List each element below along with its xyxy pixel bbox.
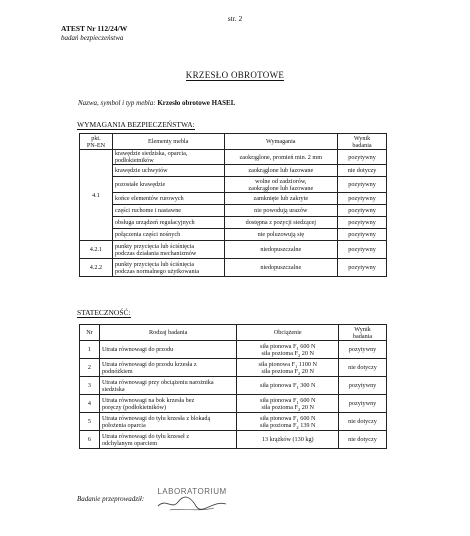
load-subscript: 2 bbox=[297, 370, 301, 376]
header-pkt-line1: pkt. bbox=[91, 134, 101, 142]
load-cell bbox=[237, 413, 339, 431]
product-name-value: Krzesło obrotowe HASEL bbox=[157, 99, 236, 107]
element-cell bbox=[112, 241, 224, 259]
result-cell: pozytywny bbox=[338, 259, 387, 277]
load-value: 20 N bbox=[300, 349, 314, 357]
element-cell bbox=[112, 259, 224, 277]
stability-table bbox=[79, 324, 387, 449]
table-row bbox=[80, 259, 387, 277]
row-number: 2 bbox=[80, 359, 100, 377]
test-type-cell bbox=[99, 359, 237, 377]
test-type-line: Utrata równowagi przy obciążeniu narożnika bbox=[101, 378, 214, 386]
table-row bbox=[80, 341, 387, 359]
requirement-line: zaokrąglone lub fazowane bbox=[248, 184, 314, 192]
point-number: 4.2.2 bbox=[80, 259, 113, 277]
element-line: podczas działania mechanizmów bbox=[114, 249, 197, 257]
load-text: siła pozioma F bbox=[259, 421, 297, 429]
requirement-cell bbox=[224, 165, 338, 177]
element-line: połączenia części nośnych bbox=[114, 231, 181, 238]
requirement-line: zamknięte lub zakryte bbox=[253, 195, 309, 202]
stability-table-header bbox=[80, 325, 387, 341]
element-line: części ruchome i nastawne bbox=[114, 207, 182, 214]
result-cell: nie dotyczy bbox=[339, 359, 387, 377]
requirement-line: zaokrąglone, promień min. 2 mm bbox=[239, 153, 323, 161]
load-text: siła pionowa F bbox=[259, 414, 297, 422]
element-line: podczas normalnego użytkowania bbox=[114, 267, 200, 275]
table-row bbox=[80, 193, 387, 205]
element-line: podłokietników bbox=[114, 157, 154, 164]
document-title bbox=[0, 70, 470, 80]
element-cell bbox=[112, 150, 224, 165]
document-title-text: KRZESŁO OBROTOWE bbox=[185, 70, 285, 80]
row-number: 1 bbox=[80, 341, 100, 359]
product-name-row bbox=[78, 99, 235, 107]
element-cell bbox=[112, 217, 224, 229]
load-subscript: 2 bbox=[297, 352, 301, 358]
requirement-line: niedopuszczalne bbox=[260, 246, 302, 253]
requirement-cell bbox=[224, 259, 338, 277]
load-text: siła pozioma F bbox=[261, 367, 298, 375]
table-row bbox=[80, 177, 387, 193]
load-text: siła pionowa F bbox=[259, 382, 297, 389]
test-type-line: Utrata równowagi na bok krzesła bez bbox=[101, 396, 195, 404]
test-type-line: Utrata równowagi do tyłu krzeseł z bbox=[101, 432, 190, 440]
result-cell: pozytywny bbox=[339, 377, 387, 395]
test-type-cell bbox=[99, 341, 237, 359]
safety-table-header bbox=[80, 134, 387, 150]
result-cell: nie dotyczy bbox=[339, 431, 387, 449]
product-name-label: Nazwa, symbol i typ mebla: bbox=[78, 99, 156, 107]
result-cell: pozytywny bbox=[339, 395, 387, 413]
load-text: 13 krążków (130 kg) bbox=[261, 436, 314, 443]
load-cell bbox=[237, 359, 339, 377]
element-line: punkty przycięcia lub ściśnięcia bbox=[114, 242, 195, 250]
safety-table bbox=[79, 133, 387, 277]
table-row bbox=[80, 431, 387, 449]
result-cell: nie dotyczy bbox=[339, 413, 387, 431]
load-text: siła pozioma F bbox=[261, 403, 298, 411]
row-number: 6 bbox=[80, 431, 100, 449]
table-row bbox=[80, 241, 387, 259]
load-cell bbox=[237, 431, 339, 449]
element-line: pozostałe krawędzie bbox=[114, 181, 166, 188]
load-cell bbox=[237, 377, 339, 395]
load-value: 139 N bbox=[298, 421, 316, 429]
stamp-label: LABORATORIUM bbox=[157, 487, 227, 496]
load-subscript: 1 bbox=[296, 385, 299, 391]
load-value: 600 N bbox=[298, 396, 316, 404]
safety-heading: WYMAGANIA BEZPIECZEŃSTWA: bbox=[77, 120, 195, 129]
header-pkt-line2: PN-EN bbox=[86, 141, 106, 149]
load-cell bbox=[237, 395, 339, 413]
element-cell bbox=[112, 177, 224, 193]
test-type-line: Utrata równowagi do tyłu krzesła z blokadą bbox=[101, 414, 211, 422]
table-row bbox=[80, 217, 387, 229]
test-type-line: siedziska bbox=[101, 385, 125, 393]
result-cell: pozytywny bbox=[338, 150, 387, 165]
result-cell: pozytywny bbox=[338, 217, 387, 229]
certificate-subtitle: badań bezpieczeństwa bbox=[61, 34, 124, 42]
table-row bbox=[80, 359, 387, 377]
element-line: końce elementów rurowych bbox=[114, 195, 184, 202]
table-row bbox=[80, 377, 387, 395]
page-number: str. 2 bbox=[227, 14, 243, 23]
result-cell: pozytywny bbox=[338, 177, 387, 193]
element-cell bbox=[112, 205, 224, 217]
header-load: Obciążenie bbox=[237, 325, 339, 341]
test-type-line: podnóżkiem bbox=[101, 367, 133, 375]
requirement-line: zaokrąglone lub fazowane bbox=[248, 167, 314, 174]
header-requirement: Wymagania bbox=[224, 134, 338, 150]
test-type-line: Utrata równowagi do przodu krzesła z bbox=[101, 360, 197, 368]
requirement-cell bbox=[224, 217, 338, 229]
result-cell: pozytywny bbox=[338, 229, 387, 241]
test-type-cell bbox=[99, 395, 237, 413]
table-row bbox=[80, 205, 387, 217]
load-cell bbox=[237, 341, 339, 359]
row-number: 3 bbox=[80, 377, 100, 395]
header-result-line2: badania bbox=[352, 141, 372, 149]
load-value: 20 N bbox=[300, 367, 314, 375]
load-value: 600 N bbox=[298, 414, 316, 422]
load-subscript: 1 bbox=[294, 363, 298, 369]
header-result-line2: badania bbox=[352, 332, 373, 340]
load-value: 600 N bbox=[298, 342, 316, 350]
table-row bbox=[80, 413, 387, 431]
header-result-line1: Wynik bbox=[354, 325, 371, 333]
requirement-cell bbox=[224, 193, 338, 205]
header-nr: Nr bbox=[80, 325, 100, 341]
load-subscript: 2 bbox=[297, 406, 301, 412]
row-number: 5 bbox=[80, 413, 100, 431]
test-type-line: położenia oparcia bbox=[101, 421, 146, 429]
load-value: 300 N bbox=[298, 382, 316, 389]
requirement-line: niedopuszczalne bbox=[260, 264, 302, 271]
signature-mark bbox=[158, 497, 226, 509]
result-cell: pozytywny bbox=[338, 193, 387, 205]
header-pkt bbox=[80, 134, 113, 150]
tested-by-label: Badanie przeprowadził: bbox=[77, 495, 145, 503]
result-cell: nie dotyczy bbox=[338, 165, 387, 177]
requirement-line: dostępna z pozycji siedzącej bbox=[245, 219, 316, 226]
element-cell bbox=[112, 165, 224, 177]
table-row bbox=[80, 229, 387, 241]
element-line: obsługa urządzeń regulacyjnych bbox=[114, 219, 195, 226]
load-subscript: 1 bbox=[296, 417, 299, 423]
point-number: 4.1 bbox=[80, 150, 113, 241]
signature-underline bbox=[170, 508, 214, 510]
requirement-line: wolne od zadziorów, bbox=[255, 177, 307, 185]
requirement-cell bbox=[224, 229, 338, 241]
element-line: punkty przycięcia lub ściśnięcia bbox=[114, 260, 195, 268]
test-type-cell bbox=[99, 377, 237, 395]
header-element: Elementy mebla bbox=[112, 134, 224, 150]
requirement-line: nie poluzowują się bbox=[257, 231, 304, 238]
certificate-number: ATEST Nr 112/24/W bbox=[61, 24, 128, 33]
row-number: 4 bbox=[80, 395, 100, 413]
load-text: siła pionowa F bbox=[259, 342, 297, 350]
load-text: siła pionowa F bbox=[259, 396, 297, 404]
requirement-cell bbox=[224, 241, 338, 259]
header-test-type: Rodzaj badania bbox=[99, 325, 237, 341]
element-line: krawędzie siedziska, oparcia, bbox=[114, 150, 188, 157]
result-cell: pozytywny bbox=[338, 241, 387, 259]
header-result bbox=[338, 134, 387, 150]
load-subscript: 1 bbox=[296, 345, 299, 351]
load-subscript: 2 bbox=[296, 424, 299, 430]
test-type-cell bbox=[99, 413, 237, 431]
table-row bbox=[80, 165, 387, 177]
table-row bbox=[80, 150, 387, 165]
laboratory-stamp bbox=[152, 484, 232, 524]
element-cell bbox=[112, 229, 224, 241]
requirement-cell bbox=[224, 205, 338, 217]
load-subscript: 1 bbox=[296, 399, 299, 405]
element-line: krawędzie uchwytów bbox=[114, 167, 168, 174]
result-cell: pozytywny bbox=[339, 341, 387, 359]
stability-heading: STATECZNOŚĆ: bbox=[77, 308, 131, 317]
header-result bbox=[339, 325, 387, 341]
element-cell bbox=[112, 193, 224, 205]
requirement-cell bbox=[224, 177, 338, 193]
test-type-line: odchylanym oparciem bbox=[101, 439, 158, 447]
load-value: 1100 N bbox=[297, 360, 317, 368]
result-cell: pozytywny bbox=[338, 205, 387, 217]
requirement-cell bbox=[224, 150, 338, 165]
load-text: siła pionowa F bbox=[258, 360, 295, 368]
table-row bbox=[80, 395, 387, 413]
test-type-line: poręczy (podłokietników) bbox=[101, 403, 167, 411]
test-type-line: Utrata równowagi do przodu bbox=[101, 346, 174, 353]
point-number: 4.2.1 bbox=[80, 241, 113, 259]
requirement-line: nie powodują urazów bbox=[254, 207, 308, 214]
load-text: siła pozioma F bbox=[261, 349, 298, 357]
test-type-cell bbox=[99, 431, 237, 449]
load-value: 20 N bbox=[300, 403, 314, 411]
header-result-line1: Wynik bbox=[353, 134, 371, 142]
